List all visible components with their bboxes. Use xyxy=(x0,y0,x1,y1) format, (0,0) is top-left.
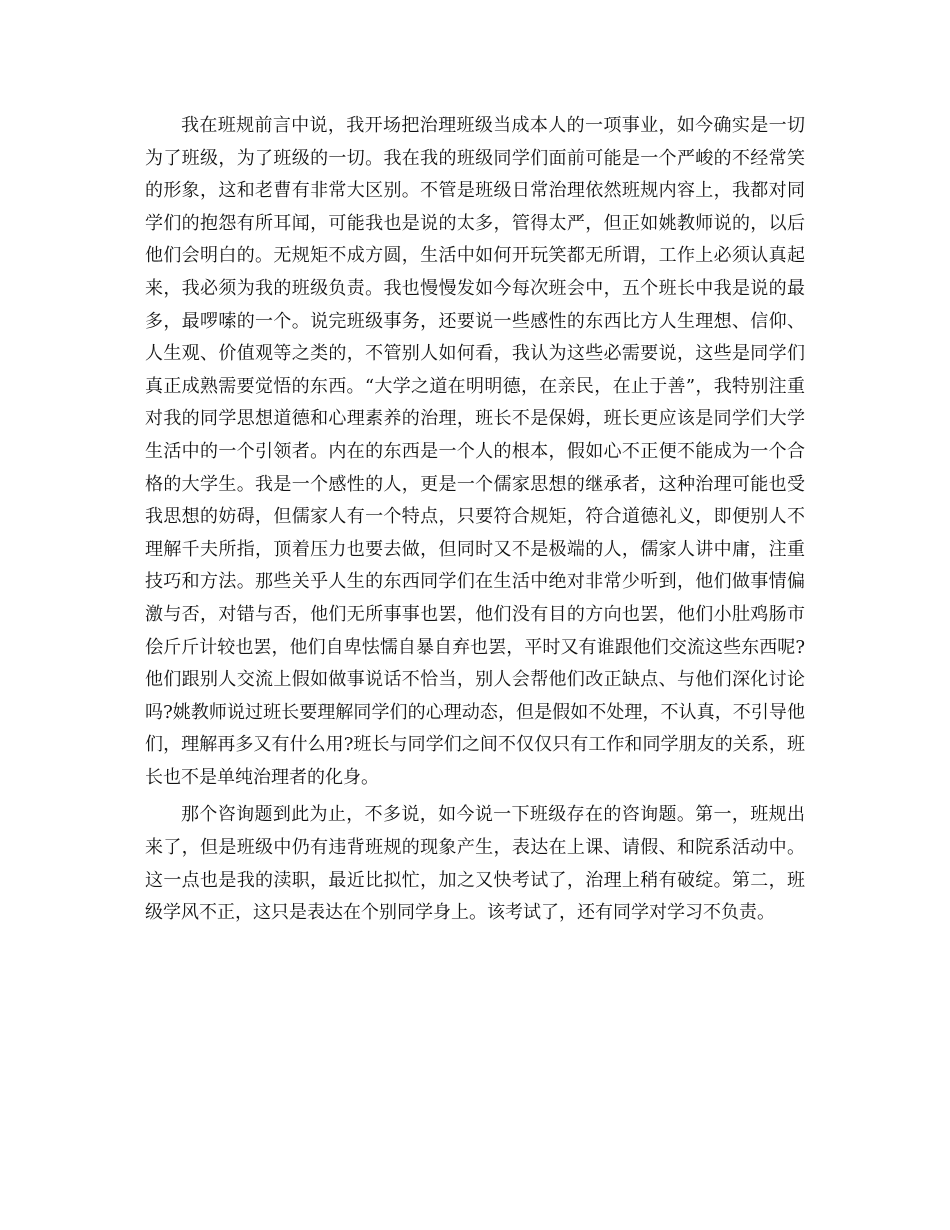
paragraph-2: 那个咨询题到此为止，不多说，如今说一下班级存在的咨询题。第一，班规出来了，但是班级中仍有违背班规的现象产生，表达在上课、请假、和院系活动中。这一点也是我的渎职，最近比拟忙，加之又快考试了，治理上稍有破绽。第二，班级学风不正，这只是表达在个别同学身上。该考试了，还有同学对学习不负责。 xyxy=(145,804,805,924)
document-body xyxy=(145,110,805,930)
paragraph-1: 我在班规前言中说，我开场把治理班级当成本人的一项事业，如今确实是一切为了班级，为了班级的一切。我在我的班级同学们面前可能是一个严峻的不经常笑的形象，这和老曹有非常大区别。不管是班级日常治理依然班规内容上，我都对同学们的抱怨有所耳闻，可能我也是说的太多，管得太严，但正如姚教师说的，以后他们会明白的。无规矩不成方圆，生活中如何开玩笑都无所谓，工作上必须认真起来，我必须为我的班级负责。我也慢慢发如今每次班会中，五个班长中我是说的最多，最啰嗦的一个。说完班级事务，还要说一些感性的东西比方人生理想、信仰、人生观、价值观等之类的，不管别人如何看，我认为这些必需要说，这些是同学们真正成熟需要觉悟的东西。“大学之道在明明德，在亲民，在止于善”，我特别注重对我的同学思想道德和心理素养的治理，班长不是保姆，班长更应该是同学们大学生活中的一个引领者。内在的东西是一个人的根本，假如心不正便不能成为一个合格的大学生。我是一个感性的人，更是一个儒家思想的继承者，这种治理可能也受我思想的妨碍，但儒家人有一个特点，只要符合规矩，符合道德礼义，即便别人不理解千夫所指，顶着压力也要去做，但同时又不是极端的人，儒家人讲中庸，注重技巧和方法。那些关乎人生的东西同学们在生活中绝对非常少听到，他们做事情偏激与否，对错与否，他们无所事事也罢，他们没有目的方向也罢，他们小肚鸡肠市侩斤斤计较也罢，他们自卑怯懦自暴自弃也罢，平时又有谁跟他们交流这些东西呢?他们跟别人交流上假如做事说话不恰当，别人会帮他们改正缺点、与他们深化讨论吗?姚教师说过班长要理解同学们的心理动态，但是假如不处理，不认真，不引导他们，理解再多又有什么用?班长与同学们之间不仅仅只有工作和同学朋友的关系，班长也不是单纯治理者的化身。 xyxy=(145,115,805,788)
